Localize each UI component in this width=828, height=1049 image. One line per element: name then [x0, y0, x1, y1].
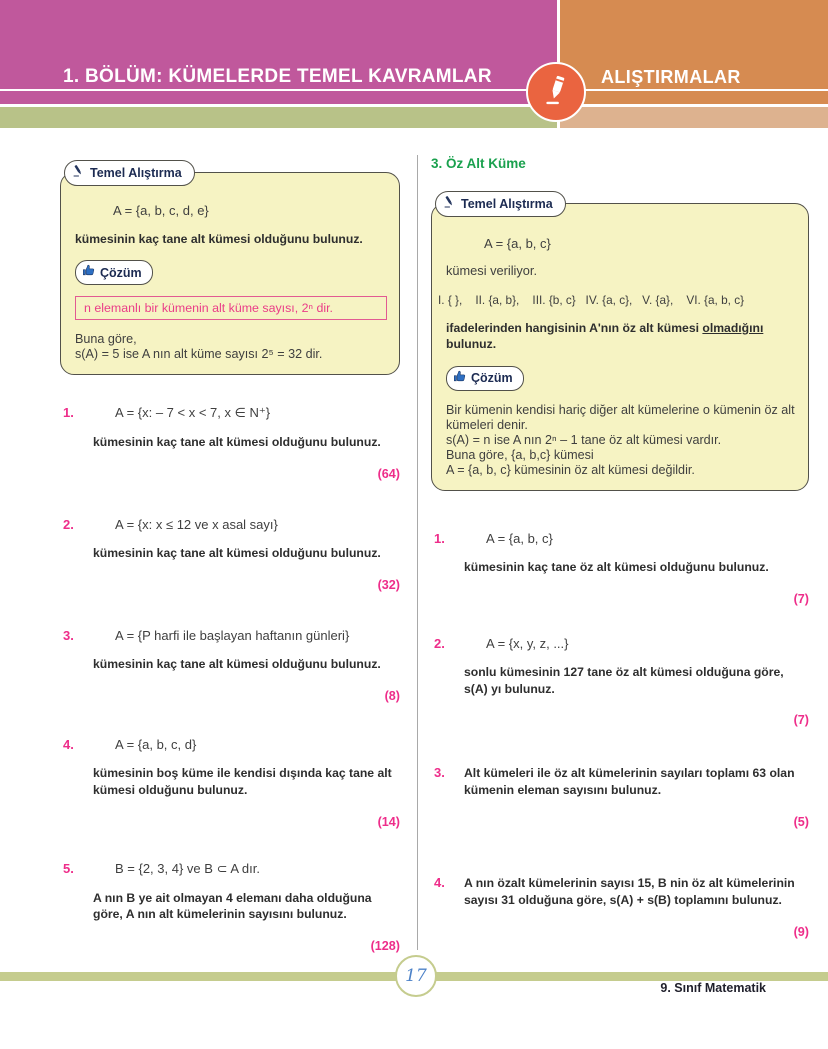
answer-value: (14) [377, 814, 400, 829]
exercise-number: 1. [63, 405, 74, 421]
example-box-tab [64, 160, 195, 186]
thumbs-up-icon [453, 369, 467, 388]
chapter-title: 1. BÖLÜM: KÜMELERDE TEMEL KAVRAMLAR [63, 66, 492, 87]
pencil-icon [443, 195, 456, 213]
answer-value: (128) [370, 939, 400, 954]
option-list: I. { }, II. {a, b}, III. {b, c} IV. {a, c}, V. {a}, VI. {a, b, c} [438, 293, 745, 307]
solution-pill [75, 260, 153, 285]
statement-underlined-word: olmadığını [702, 321, 764, 335]
exercise-number: 1. [434, 530, 445, 546]
right-column [431, 156, 809, 939]
solution-line: A = {a, b, c} kümesinin öz alt kümesi değildir. [446, 462, 695, 477]
solution-line: Bir kümenin kendisi hariç diğer alt kümelerine o kümenin öz alt kümeleri denir. [446, 402, 795, 432]
pencil-icon [72, 164, 85, 182]
statement-part: bulunuz. [446, 337, 497, 352]
set-expression: A = {a, b, c, d} [115, 736, 197, 752]
page-number: 17 [405, 966, 427, 986]
solution-line: Buna göre, {a, b,c} kümesi [446, 447, 594, 462]
exercise-number: 3. [434, 765, 445, 781]
pencil-icon [538, 72, 574, 113]
header-strip-peach [560, 107, 828, 128]
example-box-subsets [60, 166, 400, 375]
exercise-number: 4. [434, 875, 445, 891]
problem-statement: sonlu kümesinin 127 tane öz alt kümesi olduğuna göre, s(A) yı bulunuz. [464, 664, 784, 696]
solution-label: Çözüm [471, 371, 513, 386]
answer-value: (8) [384, 688, 400, 703]
example-box-tab-label: Temel Alıştırma [461, 197, 553, 211]
solution-line: s(A) = 5 ise A nın alt küme sayısı 2⁵ = 32 dir. [75, 347, 323, 362]
given-text: kümesi veriliyor. [446, 263, 538, 278]
set-expression: B = {2, 3, 4} ve B ⊂ A dır. [115, 860, 260, 876]
set-expression: A = {a, b, c, d, e} [113, 203, 209, 218]
set-expression: A = {a, b, c} [484, 236, 551, 251]
exercise-number: 4. [63, 736, 74, 752]
thumbs-up-icon [82, 263, 96, 282]
exercises-badge [526, 62, 586, 122]
page-number-badge [395, 955, 437, 997]
exercise-item [60, 405, 400, 481]
exercise-number: 2. [434, 635, 445, 651]
section-heading: 3. Öz Alt Küme [431, 156, 526, 171]
exercise-item [431, 765, 809, 829]
solution-text [446, 403, 796, 478]
example-box-proper-subsets [431, 197, 809, 491]
answer-value: (5) [793, 815, 809, 830]
exercise-item [60, 737, 400, 829]
solution-line: s(A) = n ise A nın 2ⁿ – 1 tane öz alt kümesi vardır. [446, 432, 722, 447]
exercise-item [60, 517, 400, 592]
problem-statement: kümesinin kaç tane alt kümesi olduğunu bulunuz. [93, 546, 381, 561]
example-box-tab-label: Temel Alıştırma [90, 166, 182, 180]
left-column [60, 166, 400, 953]
book-title: 9. Sınıf Matematik [660, 981, 766, 995]
answer-value: (9) [793, 924, 809, 939]
set-expression: A = {x, y, z, ...} [486, 635, 569, 651]
example-box-tab [435, 191, 566, 217]
exercise-item [60, 861, 400, 954]
chapter-title-underline [0, 89, 557, 91]
problem-statement: kümesinin kaç tane alt kümesi olduğunu bulunuz. [75, 232, 363, 246]
problem-statement [446, 320, 796, 353]
column-divider [417, 155, 418, 950]
section-title-underline [560, 89, 828, 91]
solution-text [75, 332, 387, 362]
answer-value: (7) [793, 713, 809, 728]
exercise-item [431, 531, 809, 606]
answer-value: (32) [377, 578, 400, 593]
exercise-item [431, 636, 809, 728]
set-expression: A = {a, b, c} [486, 530, 553, 546]
problem-statement: kümesinin kaç tane alt kümesi olduğunu bulunuz. [93, 435, 381, 450]
answer-value: (64) [377, 467, 400, 482]
header-strip-green [0, 107, 557, 128]
exercise-number: 3. [63, 628, 74, 644]
section-title: ALIŞTIRMALAR [601, 67, 741, 87]
problem-statement: Alt kümeleri ile öz alt kümelerinin sayıları toplamı 63 olan kümenin eleman sayısını bulunuz. [464, 766, 795, 798]
problem-statement: kümesinin kaç tane alt kümesi olduğunu bulunuz. [93, 657, 381, 672]
solution-label: Çözüm [100, 265, 142, 280]
solution-pill [446, 366, 524, 391]
statement-part: ifadelerinden hangisinin A'nın öz alt kümesi [446, 321, 703, 335]
problem-statement: A nın özalt kümelerinin sayısı 15, B nin öz alt kümelerinin sayısı 31 olduğuna göre, s(A) + s(B) toplamını bulunuz. [464, 876, 795, 907]
problem-statement: kümesinin kaç tane öz alt kümesi olduğunu bulunuz. [464, 559, 769, 574]
rule-highlight: n elemanlı bir kümenin alt küme sayısı, 2ⁿ dir. [75, 296, 387, 320]
answer-value: (7) [793, 591, 809, 606]
exercise-number: 5. [63, 860, 74, 876]
set-expression: A = {P harfi ile başlayan haftanın günleri} [115, 628, 350, 644]
solution-line: Buna göre, [75, 332, 137, 347]
problem-statement: A nın B ye ait olmayan 4 elemanı daha olduğuna göre, A nın alt kümelerinin sayısını bulunuz. [93, 890, 372, 922]
set-expression: A = {x: x ≤ 12 ve x asal sayı} [115, 517, 278, 533]
exercise-item [431, 875, 809, 939]
exercise-item [60, 628, 400, 703]
problem-statement: kümesinin boş küme ile kendisi dışında kaç tane alt kümesi olduğunu bulunuz. [93, 765, 392, 797]
exercise-number: 2. [63, 517, 74, 533]
set-expression: A = {x: – 7 < x < 7, x ∈ N⁺} [115, 405, 271, 421]
